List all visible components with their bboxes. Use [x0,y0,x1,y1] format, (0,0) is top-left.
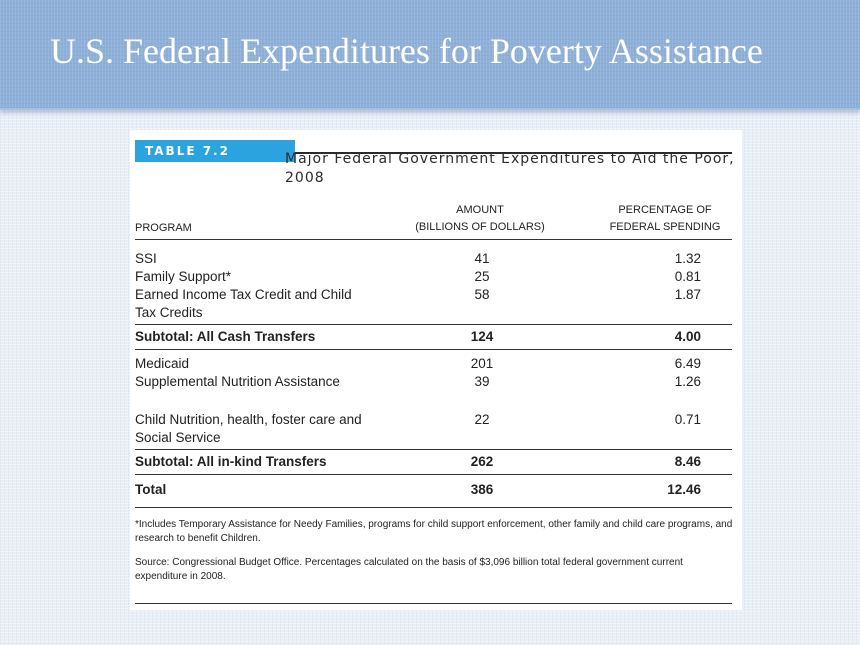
table-caption [285,150,735,188]
row-percentage: 6.49 [674,356,701,371]
row-percentage: 0.81 [674,269,701,284]
slide-title: U.S. Federal Expenditures for Poverty Assistance [50,31,763,71]
header-amount [415,202,545,236]
row-divider [135,349,732,350]
header-percentage [600,202,730,236]
row-program: Total [135,482,167,497]
row-amount: 201 [470,356,494,371]
row-divider [135,324,732,325]
header-amount-line2: (BILLIONS OF DOLLARS) [415,221,545,233]
header-amount-line1: AMOUNT [456,204,504,216]
table-tag: TABLE 7.2 [135,140,295,162]
header-program: PROGRAM [135,222,192,234]
row-program: Supplemental Nutrition Assistance [135,374,340,389]
row-program: Family Support* [135,269,232,284]
row-divider [135,474,732,475]
row-percentage: 1.32 [674,251,701,266]
row-percentage: 1.26 [674,374,701,389]
header-divider [135,239,732,240]
total-divider [135,507,732,508]
table-caption-text: Major Federal Government Expenditures to Aid the Poor, 2008 [285,151,735,186]
source-note: Source: Congressional Budget Office. Percentages calculated on the basis of $3,096 billion total federal government current expenditure in 2008. [135,557,683,582]
row-amount: 39 [474,374,490,389]
row-percentage: 4.00 [674,329,701,344]
row-amount: 262 [470,454,494,469]
row-program: Earned Income Tax Credit and Child Tax Credits [135,287,352,320]
row-divider [135,449,732,450]
row-amount: 124 [470,329,494,344]
table-card [130,130,742,610]
footnote: *Includes Temporary Assistance for Needy Families, programs for child support enforcement, other family and child care programs, and research to benefit Children. [135,519,733,544]
header-pct-line1: PERCENTAGE OF [618,204,712,216]
row-amount: 58 [474,287,490,302]
row-percentage: 12.46 [667,482,701,497]
row-percentage: 8.46 [674,454,701,469]
row-program: Subtotal: All in-kind Transfers [135,454,327,469]
header-pct-line2: FEDERAL SPENDING [609,221,721,233]
row-amount: 22 [474,412,490,427]
row-amount: 41 [474,251,490,266]
row-amount: 25 [474,269,490,284]
row-program: Subtotal: All Cash Transfers [135,329,316,344]
row-percentage: 1.87 [674,287,701,302]
row-program: SSI [135,251,157,266]
row-amount: 386 [470,482,494,497]
row-percentage: 0.71 [674,412,701,427]
footer-divider [135,603,732,604]
row-program: Medicaid [135,356,190,371]
row-program: Child Nutrition, health, foster care and Social Service [135,412,362,445]
header-band [0,0,860,110]
